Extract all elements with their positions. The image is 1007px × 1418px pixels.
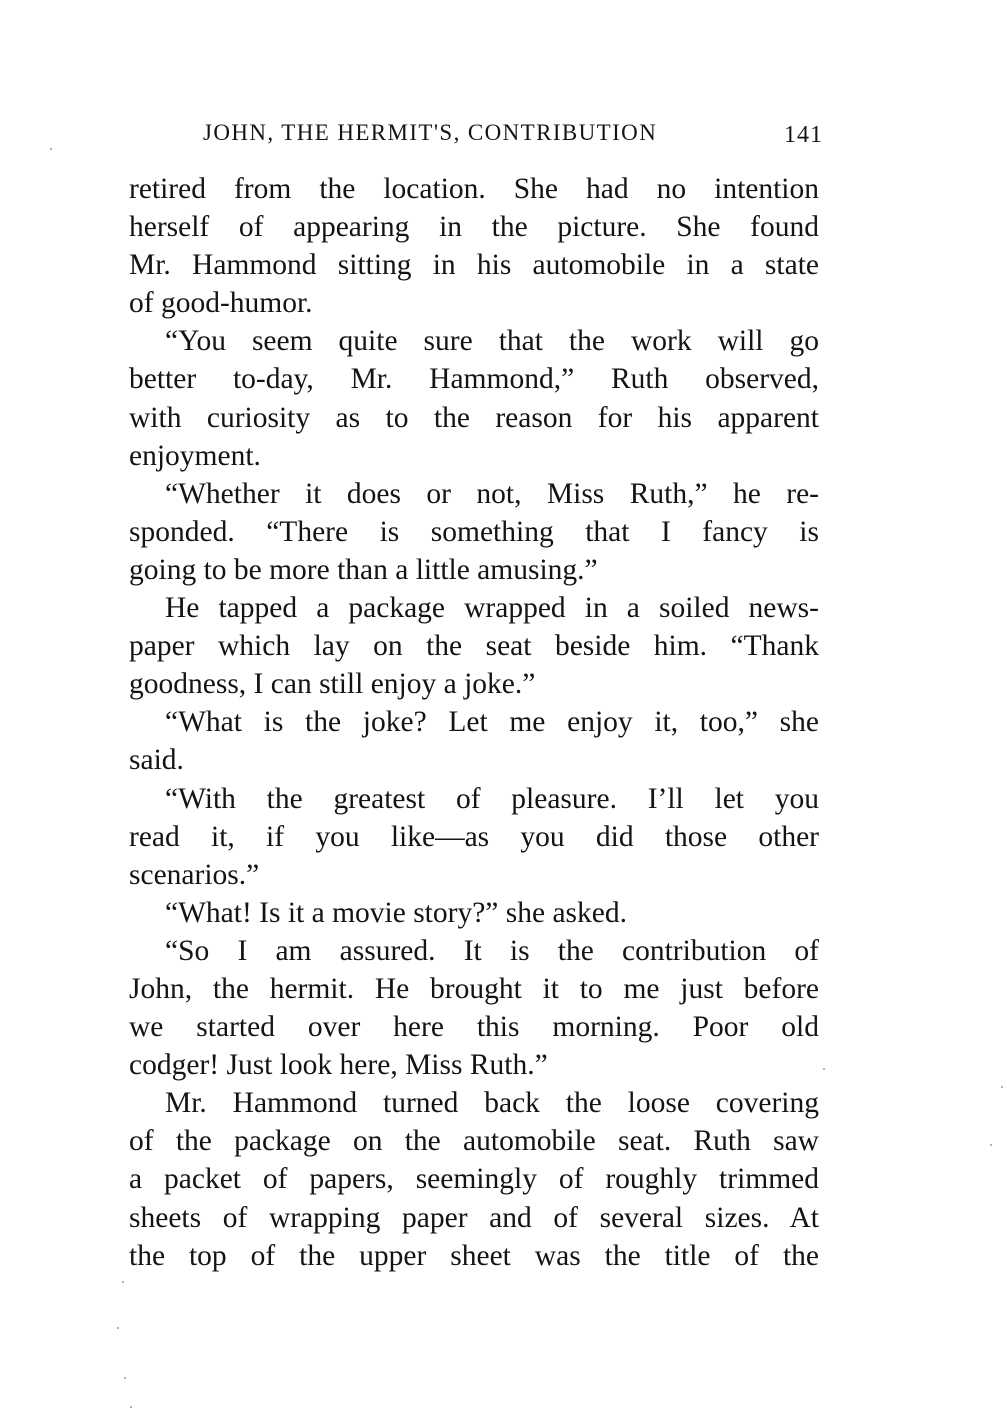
text-line: herself of appearing in the picture. She found <box>129 211 819 244</box>
text-line: we started over here this morning. Poor old <box>129 1011 819 1044</box>
text-line: of the package on the automobile seat. Ruth saw <box>129 1125 819 1158</box>
text-line: with curiosity as to the reason for his apparent <box>129 401 819 434</box>
text-line: “You seem quite sure that the work will go <box>165 325 819 358</box>
text-line: paper which lay on the seat beside him. “Thank <box>129 630 819 663</box>
page-number: 141 <box>784 122 823 148</box>
text-line: retired from the location. She had no intention <box>129 173 819 205</box>
scan-speck <box>130 1406 132 1408</box>
text-line: Mr. Hammond turned back the loose covering <box>165 1087 819 1120</box>
text-line: the top of the upper sheet was the title of the <box>129 1239 819 1272</box>
scan-speck <box>990 1144 992 1146</box>
text-line: read it, if you like—as you did those other <box>129 820 819 853</box>
scan-speck <box>124 1377 126 1379</box>
text-line: “With the greatest of pleasure. I’ll let you <box>165 782 819 815</box>
text-line: John, the hermit. He brought it to me just before <box>129 972 819 1005</box>
text-line: sponded. “There is something that I fancy is <box>129 515 819 548</box>
scan-speck <box>50 148 52 150</box>
scan-speck <box>122 1281 124 1283</box>
text-line: scenarios.” <box>129 858 260 891</box>
text-line: a packet of papers, seemingly of roughly trimmed <box>129 1163 819 1196</box>
body-text <box>129 170 819 1275</box>
text-line: “What! Is it a movie story?” she asked. <box>165 896 628 929</box>
text-line: “What is the joke? Let me enjoy it, too,” she <box>165 706 819 739</box>
text-line: going to be more than a little amusing.” <box>129 553 598 586</box>
running-head <box>203 120 823 156</box>
text-line: enjoyment. <box>129 439 261 472</box>
text-line: “Whether it does or not, Miss Ruth,” he re- <box>165 477 819 510</box>
text-line: He tapped a package wrapped in a soiled news- <box>165 592 819 625</box>
running-head-title: JOHN, THE HERMIT'S, CONTRIBUTION <box>203 120 658 145</box>
scan-speck <box>823 1068 825 1070</box>
text-line: “So I am assured. It is the contribution of <box>165 934 819 967</box>
text-line: goodness, I can still enjoy a joke.” <box>129 668 536 701</box>
text-line: better to-day, Mr. Hammond,” Ruth observed, <box>129 363 819 396</box>
text-line: codger! Just look here, Miss Ruth.” <box>129 1049 548 1082</box>
text-line: Mr. Hammond sitting in his automobile in a state <box>129 249 819 282</box>
text-line: sheets of wrapping paper and of several sizes. At <box>129 1201 819 1234</box>
scan-speck <box>117 1327 119 1329</box>
scan-speck <box>1001 1086 1003 1088</box>
text-line: said. <box>129 744 184 777</box>
text-line: of good-humor. <box>129 287 313 320</box>
